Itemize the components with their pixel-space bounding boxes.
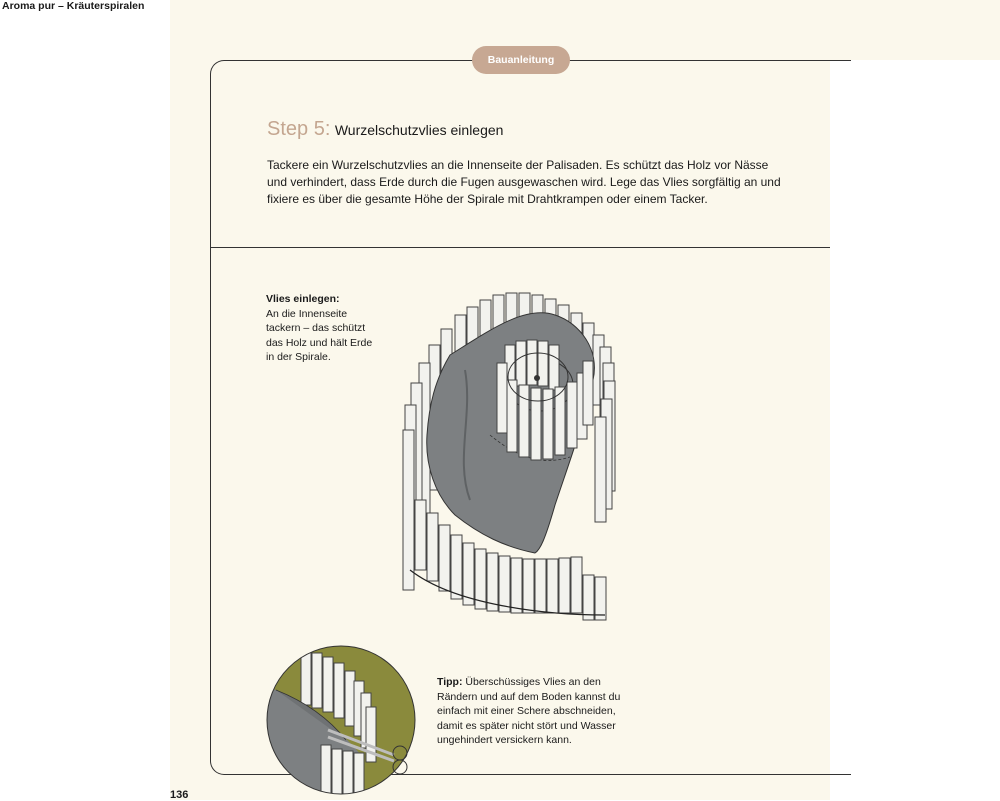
step-heading <box>267 118 503 141</box>
step-body-text: Tackere ein Wurzelschutzvlies an die Innenseite der Palisaden. Es schützt das Holz vor Nässe und verhindert, dass Erde durch die Fugen ausgewaschen wird. Lege das Vlies sorgfältig an und fixiere es über die gesamte Höhe der Spirale mit Drahtkrampen oder einem Tacker. <box>267 158 781 206</box>
step-number: Step 5: <box>267 118 331 140</box>
page-number: 136 <box>170 789 189 801</box>
detail-illustration <box>266 645 426 800</box>
spiral-illustration <box>395 285 630 625</box>
caption-title: Vlies einlegen: <box>266 293 340 305</box>
tip-body: Überschüssiges Vlies an den Rändern und auf dem Boden kannst du einfach mit einer Schere abschneiden, damit es später nicht stört und Wasser ungehindert versickern kann. <box>437 676 621 746</box>
section-badge: Bauanleitung <box>472 46 570 74</box>
section-divider <box>210 247 830 248</box>
running-head: Aroma pur – Kräuterspiralen <box>2 0 145 12</box>
caption-text: An die Innenseite tackern – das schützt das Holz und hält Erde in der Spirale. <box>266 307 373 363</box>
tip-text <box>437 675 642 748</box>
step-title: Wurzelschutzvlies einlegen <box>334 122 504 138</box>
illustration-caption <box>266 292 376 365</box>
page-background-margin <box>830 0 1000 60</box>
tip-label: Tipp: <box>437 676 463 688</box>
